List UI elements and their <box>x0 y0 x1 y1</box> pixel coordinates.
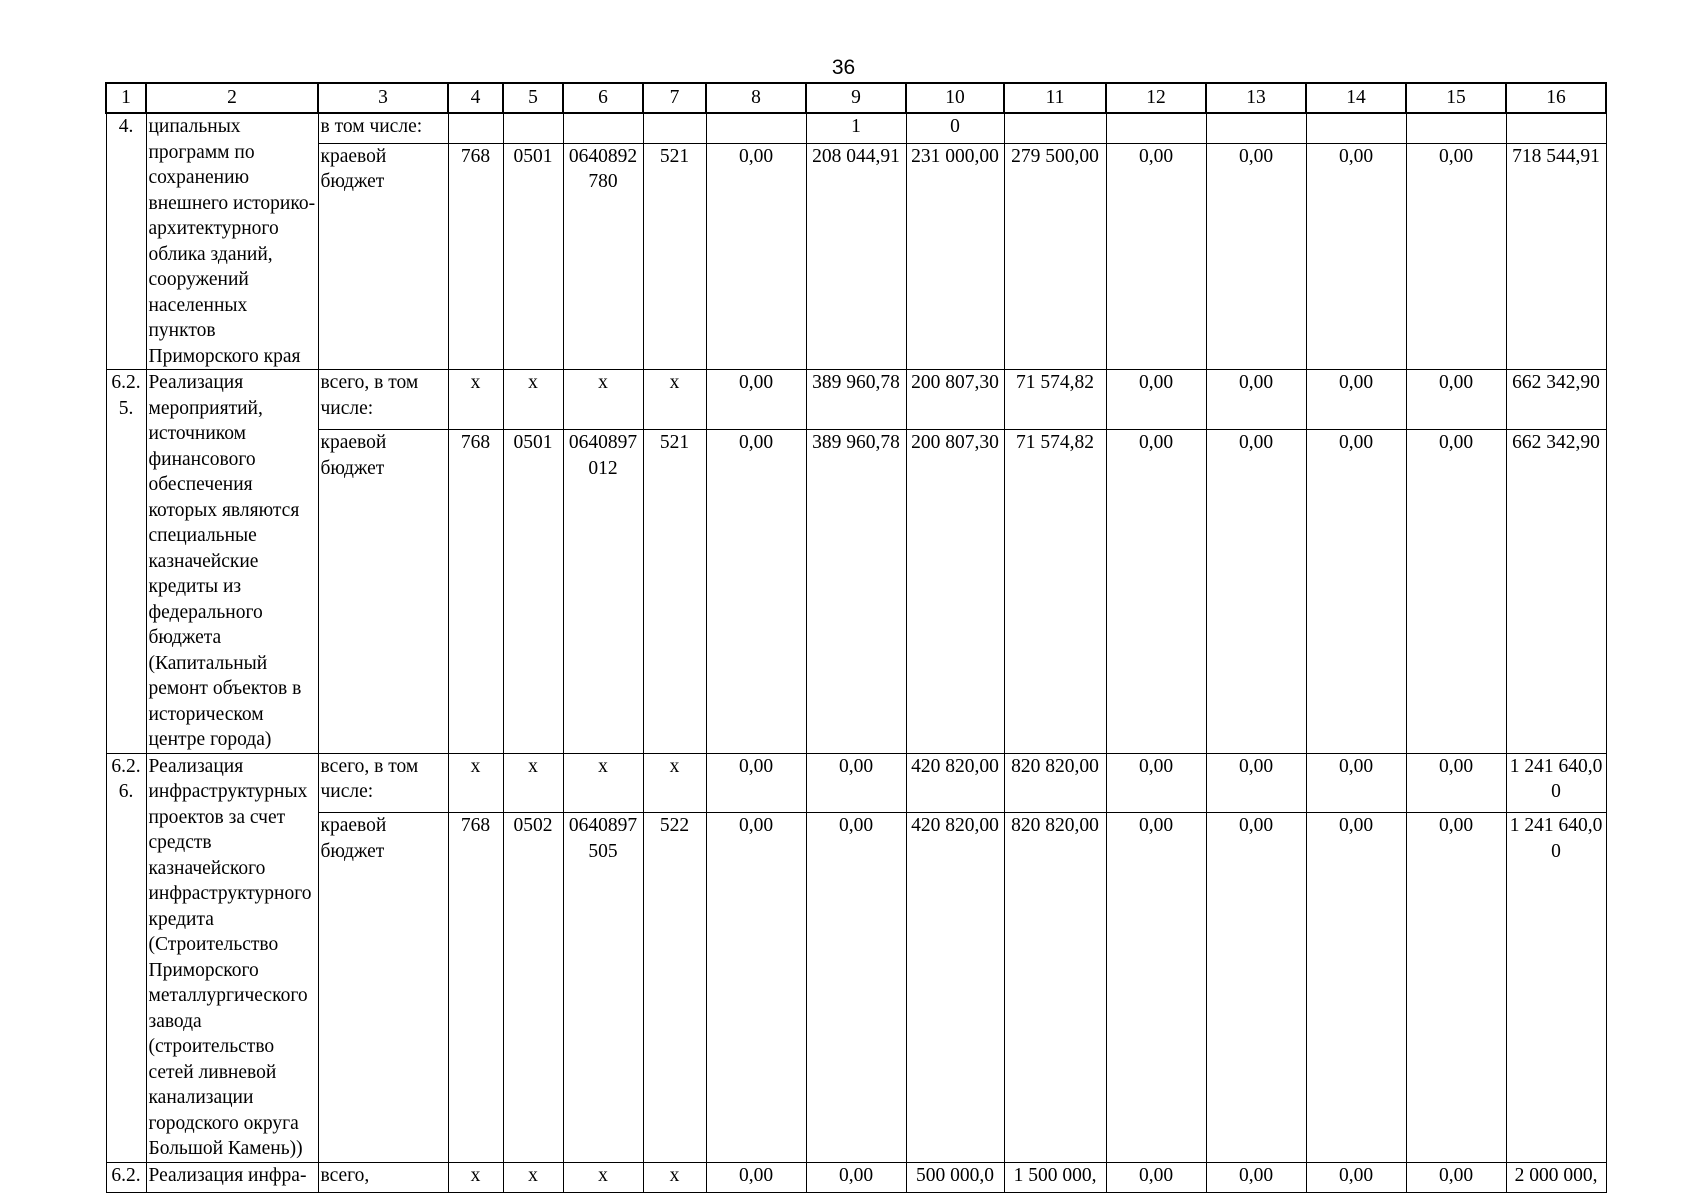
table-cell: x <box>503 1162 563 1192</box>
table-cell: 2 000 000, <box>1506 1162 1606 1192</box>
table-cell: x <box>563 753 643 813</box>
table-cell: 0,00 <box>706 430 806 753</box>
table-cell: 0,00 <box>1206 430 1306 753</box>
table-cell: 0640897012 <box>563 430 643 753</box>
table-cell: 71 574,82 <box>1004 370 1106 430</box>
table-cell: 0 <box>906 113 1004 143</box>
table-cell: 0,00 <box>1406 430 1506 753</box>
table-cell: 522 <box>643 813 706 1162</box>
item-number: 6.2.5. <box>106 370 146 754</box>
table-cell <box>563 113 643 143</box>
funding-source: в том числе: <box>318 113 448 143</box>
table-row <box>106 113 1606 143</box>
table-cell: 200 807,30 <box>906 430 1004 753</box>
table-cell: 420 820,00 <box>906 813 1004 1162</box>
table-cell: 0,00 <box>706 753 806 813</box>
funding-source: краевой бюджет <box>318 143 448 369</box>
table-cell: 0,00 <box>806 1162 906 1192</box>
table-cell: 0,00 <box>1106 430 1206 753</box>
item-description: Реализация инфраструктурных проектов за счет средств казначейского инфраструктурного кредита (Строительство Приморского металлургического завода (строительство сетей ливневой канализации городского округа Большой Камень)) <box>146 753 318 1162</box>
table-cell <box>1206 113 1306 143</box>
table-cell <box>503 113 563 143</box>
table-cell: x <box>448 1162 503 1192</box>
column-header: 11 <box>1004 83 1106 113</box>
column-header: 12 <box>1106 83 1206 113</box>
table-cell: x <box>503 370 563 430</box>
table-cell <box>1106 113 1206 143</box>
table-cell: 0,00 <box>1206 143 1306 369</box>
table-row <box>106 753 1606 813</box>
column-header: 10 <box>906 83 1004 113</box>
table-cell: 820 820,00 <box>1004 753 1106 813</box>
table-cell: 0,00 <box>1306 143 1406 369</box>
table-cell: 0,00 <box>1406 370 1506 430</box>
table-cell: 0501 <box>503 143 563 369</box>
table-cell: 0,00 <box>1106 1162 1206 1192</box>
table-cell: 279 500,00 <box>1004 143 1106 369</box>
table-cell: x <box>448 753 503 813</box>
table-cell: 0,00 <box>1306 753 1406 813</box>
table-cell: 0,00 <box>1206 1162 1306 1192</box>
table-row <box>106 430 1606 753</box>
table-cell: 0,00 <box>1206 813 1306 1162</box>
table-cell: 0,00 <box>706 1162 806 1192</box>
item-number: 6.2. <box>106 1162 146 1192</box>
table-cell: 0,00 <box>1306 430 1406 753</box>
column-header: 6 <box>563 83 643 113</box>
table-cell: 200 807,30 <box>906 370 1004 430</box>
item-description: Реализация инфра- <box>146 1162 318 1192</box>
table-cell: 71 574,82 <box>1004 430 1106 753</box>
table-cell: 1 241 640,00 <box>1506 813 1606 1162</box>
table-cell: 208 044,91 <box>806 143 906 369</box>
table-cell: 1 500 000, <box>1004 1162 1106 1192</box>
table-cell: 0,00 <box>1406 753 1506 813</box>
table-cell: 0,00 <box>1106 370 1206 430</box>
item-number: 6.2.6. <box>106 753 146 1162</box>
table-cell <box>643 113 706 143</box>
table-row <box>106 143 1606 369</box>
table-cell: 0,00 <box>1306 1162 1406 1192</box>
column-header: 16 <box>1506 83 1606 113</box>
table-cell: 0,00 <box>1106 813 1206 1162</box>
table-cell: x <box>643 370 706 430</box>
column-header: 3 <box>318 83 448 113</box>
table-cell: 0,00 <box>1406 1162 1506 1192</box>
table-cell: x <box>563 1162 643 1192</box>
column-header: 7 <box>643 83 706 113</box>
table-cell <box>1004 113 1106 143</box>
item-number: 4. <box>106 113 146 370</box>
table-cell: 420 820,00 <box>906 753 1004 813</box>
table-cell: 662 342,90 <box>1506 430 1606 753</box>
table-cell: 768 <box>448 430 503 753</box>
table-cell: x <box>643 1162 706 1192</box>
table-cell: 0,00 <box>1206 753 1306 813</box>
table-cell: 0,00 <box>806 813 906 1162</box>
table-cell: 500 000,0 <box>906 1162 1004 1192</box>
column-header: 13 <box>1206 83 1306 113</box>
table-cell: 521 <box>643 430 706 753</box>
table-cell <box>706 113 806 143</box>
table-cell: 820 820,00 <box>1004 813 1106 1162</box>
column-header: 1 <box>106 83 146 113</box>
table-cell <box>1306 113 1406 143</box>
table-cell: 662 342,90 <box>1506 370 1606 430</box>
table-cell: 0,00 <box>706 370 806 430</box>
funding-source: всего, <box>318 1162 448 1192</box>
table-cell: 0640892780 <box>563 143 643 369</box>
header-row <box>106 83 1606 113</box>
item-description: ципальных программ по сохранению внешнего историко-архитектурного облика зданий, сооружений населенных пунктов Приморского края <box>146 113 318 370</box>
funding-source: краевой бюджет <box>318 430 448 753</box>
table-cell: x <box>448 370 503 430</box>
table-cell: 0,00 <box>1406 813 1506 1162</box>
table-row <box>106 1162 1606 1192</box>
funding-source: краевой бюджет <box>318 813 448 1162</box>
table-cell: 1 241 640,00 <box>1506 753 1606 813</box>
table-cell: 389 960,78 <box>806 430 906 753</box>
item-description: Реализация мероприятий, источником финансового обеспечения которых являются специальные казначейские кредиты из федерального бюджета (Капитальный ремонт объектов в историческом центре города) <box>146 370 318 754</box>
table-row <box>106 813 1606 1162</box>
budget-table <box>105 82 1607 1193</box>
table-cell: 0,00 <box>806 753 906 813</box>
column-header: 15 <box>1406 83 1506 113</box>
table-cell: 0,00 <box>1406 143 1506 369</box>
table-cell <box>1506 113 1606 143</box>
column-header: 9 <box>806 83 906 113</box>
column-header: 5 <box>503 83 563 113</box>
table-cell: 0,00 <box>706 813 806 1162</box>
table-cell: 0,00 <box>1206 370 1306 430</box>
table-cell: 768 <box>448 813 503 1162</box>
funding-source: всего, в том числе: <box>318 370 448 430</box>
table-cell: 0502 <box>503 813 563 1162</box>
funding-source: всего, в том числе: <box>318 753 448 813</box>
table-cell: x <box>563 370 643 430</box>
table-cell: 718 544,91 <box>1506 143 1606 369</box>
table-cell: 0,00 <box>1306 370 1406 430</box>
table-cell <box>1406 113 1506 143</box>
table-cell: 0640897505 <box>563 813 643 1162</box>
table-cell: x <box>503 753 563 813</box>
table-cell: 0,00 <box>1106 143 1206 369</box>
table-cell: 0,00 <box>1306 813 1406 1162</box>
page-number: 36 <box>831 56 856 79</box>
table-cell: 1 <box>806 113 906 143</box>
table-cell: 231 000,00 <box>906 143 1004 369</box>
table-cell: x <box>643 753 706 813</box>
column-header: 14 <box>1306 83 1406 113</box>
table-cell: 0,00 <box>706 143 806 369</box>
column-header: 2 <box>146 83 318 113</box>
table-cell <box>448 113 503 143</box>
table-cell: 521 <box>643 143 706 369</box>
column-header: 4 <box>448 83 503 113</box>
column-header: 8 <box>706 83 806 113</box>
table-cell: 768 <box>448 143 503 369</box>
table-cell: 389 960,78 <box>806 370 906 430</box>
table-cell: 0501 <box>503 430 563 753</box>
table-cell: 0,00 <box>1106 753 1206 813</box>
table-row <box>106 370 1606 430</box>
